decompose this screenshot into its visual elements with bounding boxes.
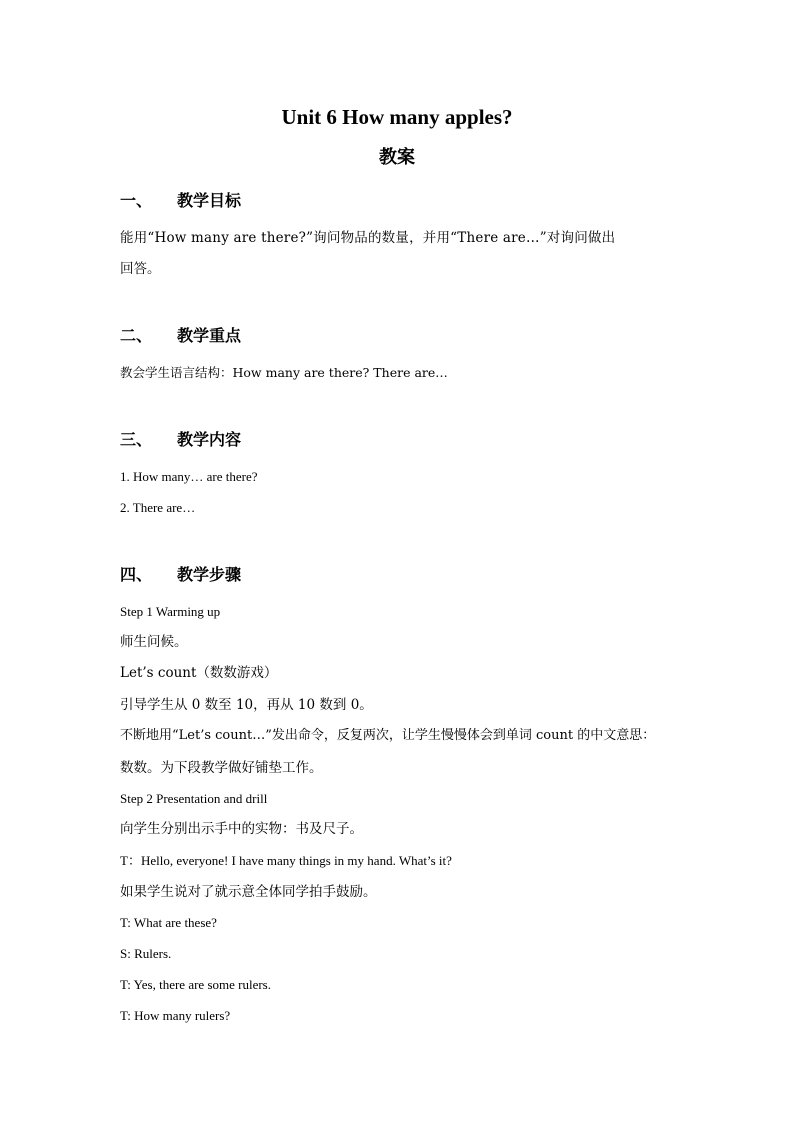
paragraph-line: T: Yes, there are some rulers. bbox=[120, 977, 271, 992]
section-title: 教学步骤 bbox=[177, 565, 242, 584]
section-title: 教学内容 bbox=[177, 430, 242, 449]
paragraph-line: T: What are these? bbox=[120, 915, 217, 930]
section-heading-content bbox=[120, 429, 241, 451]
document-subtitle: 教案 bbox=[379, 147, 415, 168]
section-title: 教学目标 bbox=[177, 191, 242, 210]
paragraph-line: T: How many rulers? bbox=[120, 1008, 231, 1023]
paragraph-line: 2. There are… bbox=[120, 500, 196, 515]
paragraph-line: 1. How many… are there? bbox=[120, 469, 258, 484]
paragraph-line: Step 1 Warming up bbox=[120, 604, 221, 619]
section-number: 四、 bbox=[120, 565, 153, 584]
paragraph-line: 数数。为下段教学做好铺垫工作。 bbox=[120, 760, 323, 776]
paragraph-line: 引导学生从 0 数至 10，再从 10 数到 0。 bbox=[120, 697, 373, 713]
section-heading-steps bbox=[120, 564, 241, 586]
paragraph-line: S: Rulers. bbox=[120, 946, 172, 961]
section-heading-objectives bbox=[120, 190, 241, 212]
paragraph-line: T：Hello, everyone! I have many things in my hand. What’s it? bbox=[120, 853, 452, 868]
paragraph-line: Step 2 Presentation and drill bbox=[120, 791, 268, 806]
section-heading-key-points bbox=[120, 325, 241, 347]
paragraph-line: 师生问候。 bbox=[120, 634, 188, 650]
paragraph-line: Let’s count（数数游戏） bbox=[120, 665, 278, 681]
paragraph-line: 向学生分别出示手中的实物：书及尺子。 bbox=[120, 821, 363, 837]
document-title: Unit 6 How many apples? bbox=[281, 105, 513, 129]
paragraph-line: 能用“How many are there?”询问物品的数量，并用“There are…”对询问做出 bbox=[120, 230, 616, 246]
paragraph-line: 如果学生说对了就示意全体同学拍手鼓励。 bbox=[120, 884, 377, 900]
section-number: 二、 bbox=[120, 326, 153, 345]
section-number: 三、 bbox=[120, 430, 153, 449]
paragraph-line: 不断地用“Let’s count…”发出命令，反复两次，让学生慢慢体会到单词 count 的中文意思： bbox=[120, 728, 656, 743]
paragraph-line: 回答。 bbox=[120, 261, 161, 277]
section-title: 教学重点 bbox=[177, 326, 242, 345]
paragraph-line: 教会学生语言结构：How many are there? There are… bbox=[120, 365, 448, 380]
section-number: 一、 bbox=[120, 191, 153, 210]
